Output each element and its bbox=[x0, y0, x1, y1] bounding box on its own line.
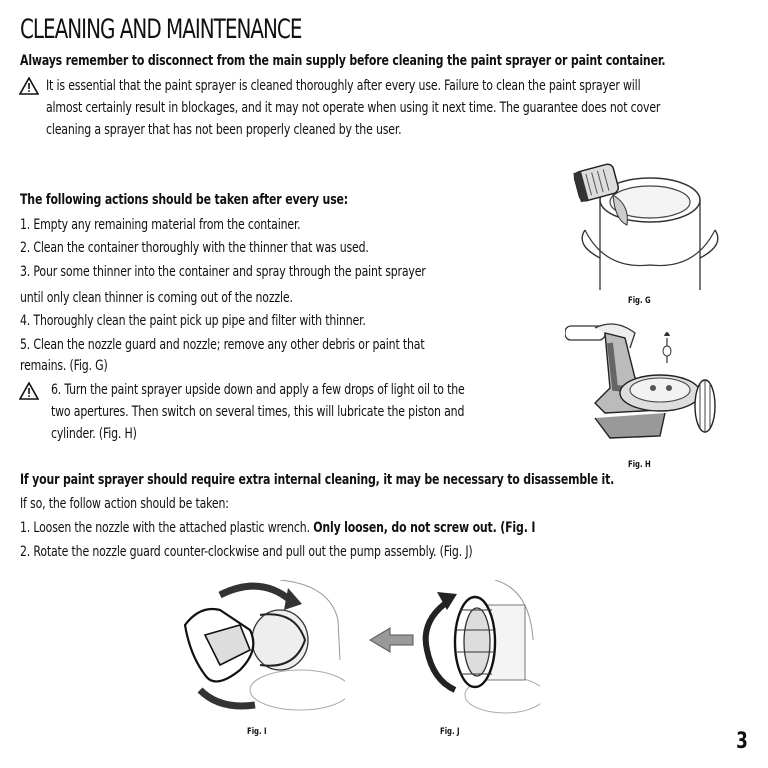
page-number: 3 bbox=[736, 729, 748, 754]
step-1: 1. Empty any remaining material from the container. bbox=[20, 217, 301, 233]
warning-text-line-1: It is essential that the paint sprayer is cleaned thoroughly after every use. Failure to clean the paint sprayer will bbox=[46, 78, 641, 94]
internal-intro: If so, the follow action should be taken: bbox=[20, 496, 229, 512]
fig-i-caption: Fig. I bbox=[247, 727, 267, 737]
page-title: CLEANING AND MAINTENANCE bbox=[20, 14, 302, 45]
internal-step-1-text: 1. Loosen the nozzle with the attached plastic wrench. bbox=[20, 520, 314, 536]
fig-h-illustration bbox=[565, 318, 740, 453]
step-3b: until only clean thinner is coming out of the nozzle. bbox=[20, 290, 293, 306]
internal-step-1 bbox=[20, 519, 535, 537]
fig-j-illustration bbox=[365, 580, 540, 715]
fig-g-caption: Fig. G bbox=[628, 296, 651, 306]
step-5b: remains. (Fig. G) bbox=[20, 358, 108, 374]
warning-icon bbox=[19, 77, 39, 95]
fig-g-illustration bbox=[565, 160, 725, 295]
warning-text-line-3: cleaning a sprayer that has not been properly cleaned by the user. bbox=[46, 122, 402, 138]
internal-step-1-bold: Only loosen, do not screw out. (Fig. I bbox=[313, 520, 536, 536]
actions-heading: The following actions should be taken after every use: bbox=[20, 192, 349, 208]
step-6c: cylinder. (Fig. H) bbox=[51, 426, 137, 442]
disconnect-notice: Always remember to disconnect from the main supply before cleaning the paint sprayer or paint container. bbox=[20, 53, 666, 69]
step-4: 4. Thoroughly clean the paint pick up pipe and filter with thinner. bbox=[20, 313, 366, 329]
step-3a: 3. Pour some thinner into the container and spray through the paint sprayer bbox=[20, 264, 426, 280]
fig-i-illustration bbox=[180, 580, 345, 715]
fig-h-caption: Fig. H bbox=[628, 460, 651, 470]
step-6b: two apertures. Then switch on several times, this will lubricate the piston and bbox=[51, 404, 465, 420]
internal-cleaning-heading: If your paint sprayer should require extra internal cleaning, it may be necessary to disassemble it. bbox=[20, 472, 615, 488]
warning-text-line-2: almost certainly result in blockages, and it may not operate when using it next time. The guarantee does not cover bbox=[46, 100, 661, 116]
step-2: 2. Clean the container thoroughly with the thinner that was used. bbox=[20, 240, 369, 256]
warning-icon bbox=[19, 382, 39, 400]
fig-j-caption: Fig. J bbox=[440, 727, 460, 737]
internal-step-2: 2. Rotate the nozzle guard counter-clockwise and pull out the pump assembly. (Fig. J) bbox=[20, 544, 473, 560]
step-6a: 6. Turn the paint sprayer upside down and apply a few drops of light oil to the bbox=[51, 382, 465, 398]
step-5a: 5. Clean the nozzle guard and nozzle; remove any other debris or paint that bbox=[20, 337, 425, 353]
